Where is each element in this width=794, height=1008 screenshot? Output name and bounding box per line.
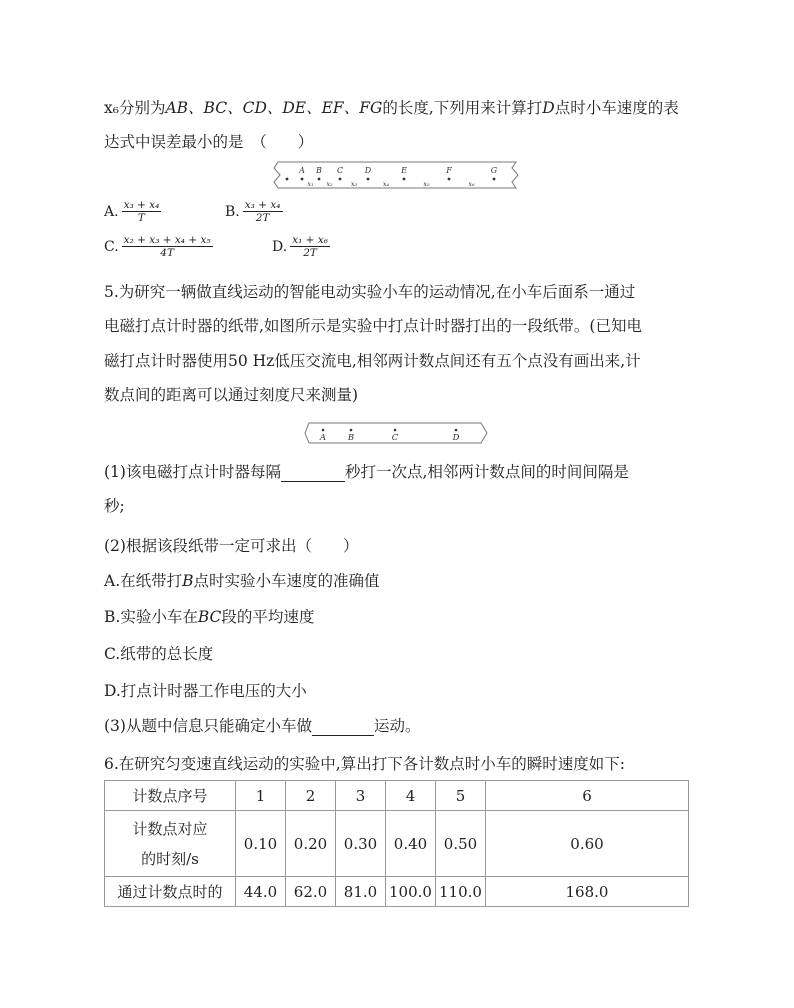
row-header-line-2: 的时刻/s (141, 849, 199, 868)
tape-point-e (403, 178, 406, 181)
tape-point-b (318, 178, 321, 181)
q4-line-2: 达式中误差最小的是 （ ） (104, 133, 314, 151)
q5-option-b[interactable] (104, 605, 314, 627)
q4-option-b-fraction (243, 199, 283, 224)
table-header-cell: 5 (436, 781, 486, 811)
fraction-numerator: x₃ + x₄ (123, 199, 160, 211)
q4-option-a-fraction (122, 199, 162, 224)
q5-part1-pre: (1)该电磁打点计时器每隔 (104, 463, 281, 481)
q5-part1-line2: 秒; (104, 497, 125, 515)
q5-option-a-point: B (182, 572, 194, 590)
q5-part3 (104, 714, 420, 736)
table-cell: 100.0 (386, 877, 436, 907)
q5-option-a-pre: A.在纸带打 (104, 572, 183, 590)
tape-point-c (394, 429, 397, 432)
q5-part1 (104, 460, 629, 482)
tape-point-d (367, 178, 370, 181)
q4-option-b-label: B. (225, 203, 240, 220)
row-header-line-1: 计数点对应 (132, 819, 208, 838)
fraction-numerator: x₃ + x₄ (244, 199, 281, 211)
tape-point-d (455, 429, 458, 432)
table-cell: 0.10 (236, 811, 286, 877)
table-cell: 44.0 (236, 877, 286, 907)
fraction-denominator: T (137, 212, 145, 224)
table-header-cell: 3 (336, 781, 386, 811)
tape-segment-label: x₅ (423, 180, 430, 188)
tape-label-c: C (391, 433, 399, 443)
tape-segment-label: x₂ (326, 180, 333, 188)
q5-line-4: 数点间的距离可以通过刻度尺来测量) (104, 386, 359, 404)
q5-line-1: 5.为研究一辆做直线运动的智能电动实验小车的运动情况,在小车后面系一通过 (104, 283, 636, 301)
table-row-header: 通过计数点时的 (105, 877, 236, 907)
q5-part3-pre: (3)从题中信息只能确定小车做 (104, 717, 312, 735)
q5-option-d[interactable]: D.打点计时器工作电压的大小 (104, 682, 307, 700)
table-row (105, 781, 689, 811)
tape-segment-label: x₁ (307, 180, 314, 188)
q4-option-d-label: D. (272, 238, 288, 255)
q5-option-b-segment: BC (197, 608, 222, 626)
q4-line1-post: 点时小车速度的表 (554, 99, 679, 117)
table-header-cell: 6 (486, 781, 689, 811)
table-cell: 0.20 (286, 811, 336, 877)
q4-segments: AB、BC、CD、DE、EF、FG (165, 99, 383, 117)
tape-segment-label: x₃ (350, 180, 358, 188)
q4-option-c-label: C. (104, 238, 119, 255)
tape-label-a: A (299, 166, 305, 175)
tape-label-d: D (452, 433, 460, 443)
answer-blank-3[interactable] (312, 719, 374, 736)
tape-point-b (350, 429, 353, 432)
tape-label-a: A (319, 433, 327, 443)
answer-blank-1[interactable] (281, 465, 345, 482)
table-cell: 168.0 (486, 877, 689, 907)
q5-part2: (2)根据该段纸带一定可求出（ ） (104, 537, 359, 555)
tape-label-e: E (401, 166, 407, 175)
q5-option-b-post: 段的平均速度 (221, 608, 315, 626)
q5-line-3: 磁打点计时器使用50 Hz低压交流电,相邻两计数点间还有五个点没有画出来,计 (104, 352, 641, 370)
tape-label-c: C (336, 166, 344, 175)
tape-point-g (493, 178, 496, 181)
tape-label-b: B (347, 433, 355, 443)
tape-segment-label: x₄ (382, 180, 390, 188)
table-cell: 81.0 (336, 877, 386, 907)
q5-option-a[interactable] (104, 569, 380, 591)
q5-option-a-post: 点时实验小车速度的准确值 (193, 572, 380, 590)
tape-label-b: B (316, 166, 322, 175)
q4-option-b[interactable] (225, 199, 283, 224)
table-cell: 62.0 (286, 877, 336, 907)
fraction-denominator: 2T (255, 212, 270, 224)
fraction-denominator: 4T (160, 247, 174, 259)
table-row-header (105, 811, 236, 877)
fraction-numerator: x₁ + x₆ (292, 234, 328, 246)
tape-dot (286, 178, 289, 181)
q5-part3-post: 运动。 (373, 717, 421, 735)
q4-option-a-label: A. (104, 203, 119, 220)
table-cell: 0.40 (386, 811, 436, 877)
q4-option-d-fraction (290, 234, 330, 259)
q5-line-2: 电磁打点计时器的纸带,如图所示是实验中打点计时器打出的一段纸带。(已知电 (104, 317, 642, 335)
q4-line-1 (104, 96, 679, 118)
tape-point-a (301, 178, 304, 181)
q5-paper-tape (303, 421, 489, 445)
q4-option-d[interactable] (272, 234, 330, 259)
q6-intro: 6.在研究匀变速直线运动的实验中,算出打下各计数点时小车的瞬时速度如下: (104, 755, 625, 773)
q4-option-a[interactable] (104, 199, 161, 224)
table-row (105, 877, 689, 907)
q4-line1-pre: x₆分别为 (104, 99, 166, 117)
table-header-cell: 2 (286, 781, 336, 811)
tape-point-f (448, 178, 451, 181)
table-header-cell: 4 (386, 781, 436, 811)
q4-option-c-fraction (122, 234, 213, 259)
table-row (105, 811, 689, 877)
q5-option-b-pre: B.实验小车在 (104, 608, 198, 626)
table-cell: 0.50 (436, 811, 486, 877)
q5-part1-post: 秒打一次点,相邻两计数点间的时间间隔是 (344, 463, 629, 481)
q5-option-c[interactable]: C.纸带的总长度 (104, 645, 214, 663)
table-cell: 0.60 (486, 811, 689, 877)
tape-point-c (339, 178, 342, 181)
tape-label-g: G (490, 166, 498, 175)
table-header-cell: 1 (236, 781, 286, 811)
table-header-cell: 计数点序号 (105, 781, 236, 811)
tape-segment-label: x₆ (468, 180, 475, 188)
q4-option-c[interactable] (104, 234, 213, 259)
fraction-denominator: 2T (303, 247, 317, 259)
tape-label-d: D (364, 166, 372, 175)
q4-point-d: D (542, 99, 555, 117)
q6-data-table (104, 780, 689, 907)
table-cell: 110.0 (436, 877, 486, 907)
q4-paper-tape (272, 159, 524, 191)
fraction-numerator: x₂ + x₃ + x₄ + x₅ (123, 234, 211, 246)
tape-label-f: F (446, 166, 452, 175)
q4-line1-mid: 的长度,下列用来计算打 (382, 99, 543, 117)
tape-point-a (322, 429, 325, 432)
table-cell: 0.30 (336, 811, 386, 877)
